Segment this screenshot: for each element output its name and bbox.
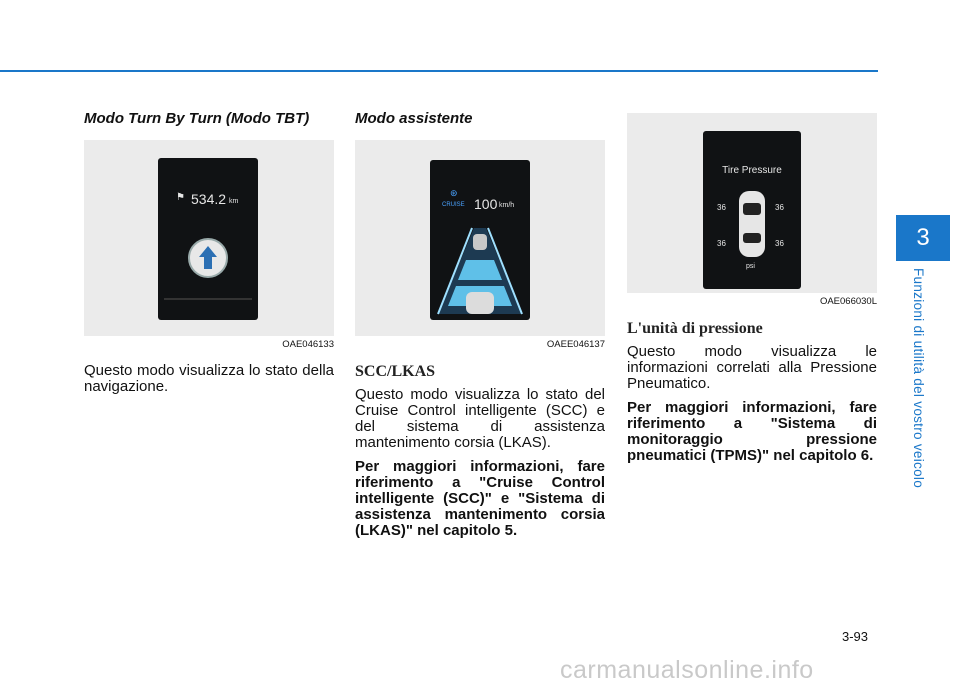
cruise-icon: ⊛ (450, 188, 458, 198)
column-turn-by-turn (84, 108, 334, 403)
figure-code: OAEE046137 (546, 339, 605, 350)
distance-value: 534.2 (191, 191, 227, 207)
cluster-screen (430, 160, 530, 320)
subsection-title-scc-lkas: SCC/LKAS (355, 363, 436, 380)
distance-unit: km (229, 198, 239, 205)
lane-assist-graphic (436, 218, 524, 316)
section-title-tbt: Modo Turn By Turn (Modo TBT) (84, 110, 310, 127)
cruise-label: CRUISE (442, 202, 465, 208)
column-assistant (355, 108, 605, 547)
figure-code: OAE066030L (819, 296, 877, 307)
car-top-view-icon (736, 189, 768, 259)
chapter-number: 3 (916, 224, 930, 251)
page-number: 3-93 (842, 629, 869, 644)
tire-pressure-title: Tire Pressure (722, 165, 782, 176)
tire-rr-value: 36 (775, 239, 784, 248)
tire-rl-value: 36 (717, 239, 726, 248)
figure-tbt (84, 140, 334, 336)
cluster-screen (158, 158, 258, 320)
figure-code: OAE046133 (282, 339, 334, 350)
tire-fr-value: 36 (775, 203, 784, 212)
speed-value: 100 (474, 196, 498, 212)
turn-arrow-icon (186, 236, 230, 280)
watermark: carmanualsonline.info (560, 656, 814, 684)
tire-fl-value: 36 (717, 203, 726, 212)
reference-note: Per maggiori informazioni, fare riferimento a "Cruise Control intelligente (SCC)" e "Sistema di assistenza mantenimento corsia (LKAS)" nel capitolo 5. (355, 458, 605, 539)
reference-note: Per maggiori informazioni, fare riferimento a "Sistema di monitoraggio pressione pneumatici (TPMS)" nel capitolo 6. (627, 399, 877, 464)
column-pressure-unit (627, 113, 877, 472)
body-text: Questo modo visualizza lo stato della navigazione. (84, 362, 334, 395)
body-text: Questo modo visualizza le informazioni correlati alla Pressione Pneumatico. (627, 343, 877, 392)
figure-scc-lkas (355, 140, 605, 336)
figure-tire-pressure (627, 113, 877, 293)
speed-unit: km/h (499, 202, 515, 209)
cluster-screen (703, 131, 801, 289)
subsection-title-pressure-unit: L'unità di pressione (627, 320, 763, 337)
pressure-unit: psi (746, 263, 755, 270)
header-rule (0, 70, 878, 72)
chapter-tab (896, 215, 950, 261)
section-title-assistant: Modo assistente (355, 110, 473, 127)
chapter-title: Funzioni di utilità del vostro veicolo (911, 268, 926, 489)
body-text: Questo modo visualizza lo stato del Cruise Control intelligente (SCC) e del sistema di assistenza mantenimento corsia (LKAS). (355, 386, 605, 451)
checkered-flag-icon: ⚑ (176, 192, 185, 203)
